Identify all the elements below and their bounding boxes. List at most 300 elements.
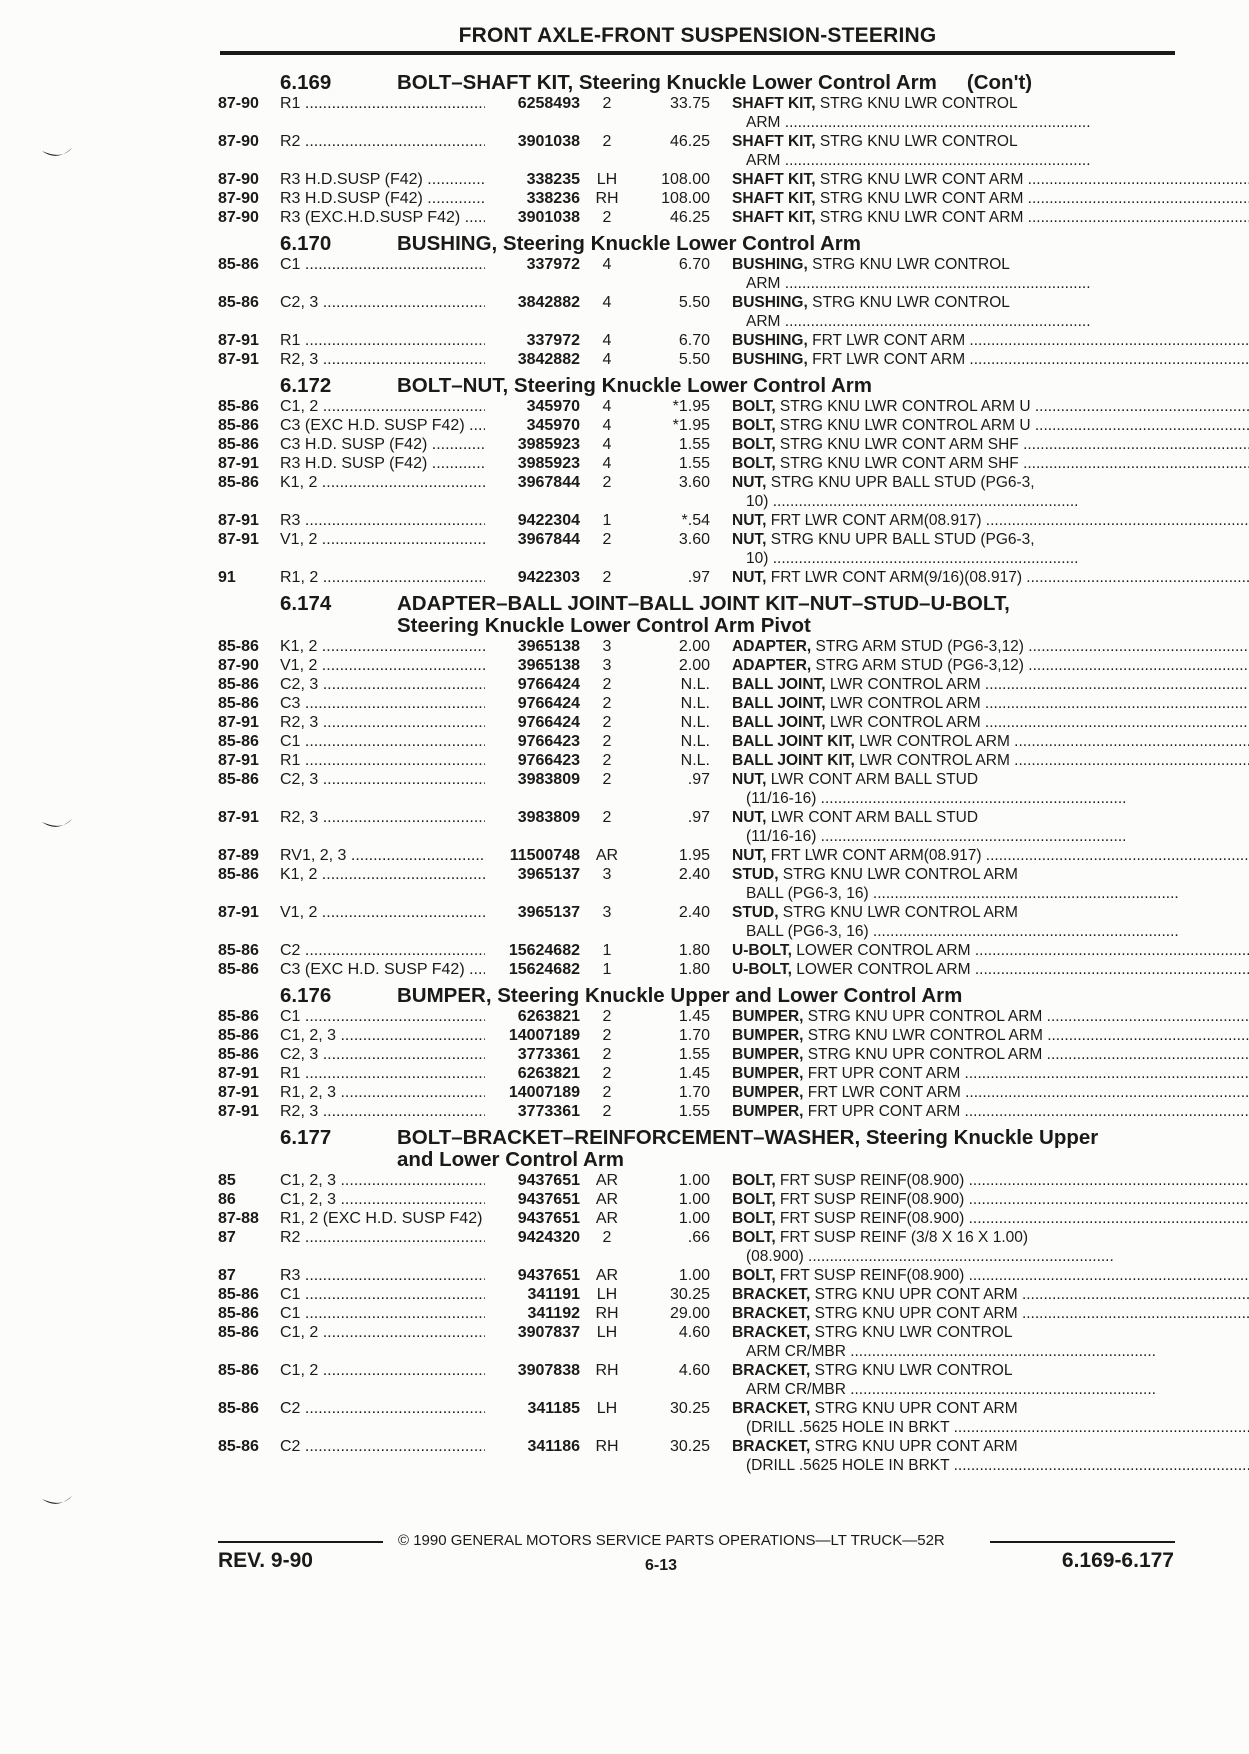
part-name [732,1399,1249,1437]
part-number: 345970 [526,398,580,415]
part-keyword: BUMPER, [732,1027,804,1044]
model-usage: C1 ..... [280,732,485,751]
part-keyword: BOLT, [732,1191,776,1208]
part-description: STRG KNU LWR CONT ARM [815,190,1024,207]
part-name-line [732,903,1179,922]
price: 2.40 [678,904,710,921]
part-number: 9766424 [517,695,580,712]
quantity: AR [595,1191,619,1208]
model-usage: C2 ..... [280,1399,485,1418]
part-name [732,865,1179,903]
model-usage: V1, 2 ..... [280,903,485,922]
section-heading [218,593,1178,637]
part-keyword: BRACKET, [732,1400,811,1417]
price: *1.95 [672,398,710,415]
part-name-line [732,1209,1249,1228]
model-usage: K1, 2 ..... [280,865,485,884]
part-keyword: BUSHING, [732,256,808,273]
price: N.L. [680,733,710,750]
model-years: 85-86 [218,1400,259,1417]
part-number: 3967844 [517,474,580,491]
price: 30.25 [669,1438,710,1455]
section-title-continuation: and Lower Control Arm [397,1148,625,1171]
model-usage: C2, 3 ..... [280,1045,485,1064]
footer-section-range: 6.169-6.177 [1061,1549,1174,1572]
model-usage: C3 H.D. SUSP (F42) ..... [280,435,485,454]
part-row [218,1190,1178,1209]
part-number: 3983809 [517,771,580,788]
part-name [732,1323,1178,1361]
quantity: 2 [602,1084,612,1101]
part-number: 338236 [526,190,580,207]
model-years: 85-86 [218,1008,259,1025]
part-keyword: BOLT, [732,1172,776,1189]
model-usage: C2, 3 ..... [280,675,485,694]
quantity: LH [596,1286,618,1303]
model-years: 87-91 [218,332,259,349]
part-keyword: STUD, [732,866,779,883]
part-name [732,751,1249,770]
model-years: 87-91 [218,809,259,826]
model-usage: C2 ..... [280,1437,485,1456]
part-description: LWR CONTROL ARM [825,676,981,693]
part-description: STRG KNU LWR CONT ARM [815,209,1024,226]
part-description: FRT LWR CONT ARM(9/16)(08.917) [766,569,1022,586]
part-number: 6263821 [517,1065,580,1082]
quantity: 2 [602,1008,612,1025]
part-number: 9437651 [517,1191,580,1208]
part-keyword: BUSHING, [732,351,808,368]
model-usage: R2, 3 ..... [280,808,485,827]
price: .97 [687,771,710,788]
model-usage: R1 ..... [280,94,485,113]
part-row [218,511,1178,530]
quantity: 3 [602,638,612,655]
quantity: RH [595,1305,619,1322]
section-heading [218,1127,1178,1171]
part-name-line [732,208,1249,227]
model-years: 85-86 [218,417,259,434]
footer-rule-right [990,1541,1175,1543]
part-description: STRG KNU UPR BALL STUD (PG6-3, [766,474,1035,491]
part-description-continuation: ARM CR/MBR ..... [732,1342,1178,1361]
model-years: 86 [218,1191,236,1208]
part-name-line [732,1171,1249,1190]
part-row [218,331,1178,350]
part-number: 9766424 [517,676,580,693]
section-number: 6.170 [280,232,332,255]
part-name-line [732,189,1249,208]
part-name [732,454,1249,473]
part-name [732,1171,1249,1190]
part-keyword: NUT, [732,531,767,548]
part-row [218,435,1178,454]
part-name-line [732,1437,1249,1456]
price: 108.00 [661,190,710,207]
model-years: 85-86 [218,1305,259,1322]
part-name [732,1304,1249,1323]
model-years: 87-90 [218,133,259,150]
part-row [218,1361,1178,1399]
part-name [732,435,1249,454]
part-name [732,568,1249,587]
part-number: 3965137 [517,904,580,921]
part-description: STRG KNU LWR CONT ARM SHF [775,455,1019,472]
model-usage: R3 H.D.SUSP (F42) ..... [280,170,485,189]
part-number: 3773361 [517,1103,580,1120]
part-name-line [732,1266,1249,1285]
section-heading [218,985,1178,1007]
model-usage: C1, 2, 3 ..... [280,1171,485,1190]
part-keyword: BOLT, [732,1229,776,1246]
quantity: 3 [602,904,612,921]
model-years: 87-90 [218,190,259,207]
part-name-line [732,170,1249,189]
model-years: 87 [218,1267,236,1284]
part-description: STRG ARM STUD (PG6-3,12) [811,638,1024,655]
price: 6.70 [678,256,710,273]
section-title-continuation: Steering Knuckle Lower Control Arm Pivot [397,614,811,637]
part-name [732,637,1249,656]
part-name-line [732,511,1249,530]
part-name [732,1007,1249,1026]
part-number: 345970 [526,417,580,434]
part-keyword: NUT, [732,474,767,491]
part-keyword: BOLT, [732,1267,776,1284]
model-years: 85-86 [218,638,259,655]
model-years: 87-88 [218,1210,259,1227]
model-years: 85-86 [218,436,259,453]
model-usage: C3 (EXC H.D. SUSP F42) ..... [280,416,485,435]
part-number: 3985923 [517,455,580,472]
part-description-continuation: BALL (PG6-3, 16) ..... [732,884,1179,903]
price: 1.80 [678,961,710,978]
part-number: 9424320 [517,1229,580,1246]
model-years: 87 [218,1229,236,1246]
part-row [218,846,1178,865]
part-description: STRG KNU LWR CONT ARM [815,171,1024,188]
part-row [218,170,1178,189]
part-number: 3907837 [517,1324,580,1341]
model-years: 87-91 [218,752,259,769]
part-name [732,1285,1249,1304]
part-number: 338235 [526,171,580,188]
part-row [218,1007,1178,1026]
model-usage: K1, 2 ..... [280,637,485,656]
part-description: FRT SUSP REINF(08.900) [775,1210,965,1227]
quantity: LH [596,171,618,188]
part-number: 9766423 [517,752,580,769]
part-row [218,208,1178,227]
model-usage: R2 ..... [280,1228,485,1247]
price: 1.70 [678,1084,710,1101]
quantity: 2 [602,1027,612,1044]
part-description-continuation: (11/16-16) ..... [732,827,1178,846]
part-keyword: BOLT, [732,1210,776,1227]
part-keyword: NUT, [732,847,767,864]
part-keyword: NUT, [732,771,767,788]
model-usage: K1, 2 ..... [280,473,485,492]
part-name-line [732,1083,1249,1102]
page-header-title: FRONT AXLE-FRONT SUSPENSION-STEERING [458,24,937,47]
part-row [218,1266,1178,1285]
price: 1.00 [678,1191,710,1208]
part-row [218,255,1178,293]
model-usage: C1, 2 ..... [280,397,485,416]
model-years: 87-91 [218,512,259,529]
part-row [218,770,1178,808]
price: 1.00 [678,1210,710,1227]
part-keyword: BOLT, [732,398,776,415]
part-number: 3965138 [517,657,580,674]
part-number: 6258493 [517,95,580,112]
part-row [218,473,1178,511]
part-row [218,1064,1178,1083]
part-number: 3985923 [517,436,580,453]
price: 1.00 [678,1267,710,1284]
price: 1.55 [678,1103,710,1120]
quantity: LH [596,1324,618,1341]
part-keyword: BUMPER, [732,1084,804,1101]
quantity: 2 [602,1229,612,1246]
price: 1.80 [678,942,710,959]
model-years: 85-86 [218,942,259,959]
section-title-text: BOLT–BRACKET–REINFORCEMENT–WASHER, Steering Knuckle Upper [397,1126,1099,1149]
part-row [218,694,1178,713]
part-description: STRG KNU LWR CONTROL ARM U [775,398,1031,415]
model-years: 85-86 [218,474,259,491]
part-name-line [732,1399,1249,1418]
part-name [732,1190,1249,1209]
part-number: 3965138 [517,638,580,655]
price: .97 [687,569,710,586]
part-description: FRT LWR CONT ARM(08.917) [766,512,982,529]
part-name [732,770,1178,808]
section-title-text: BUMPER, Steering Knuckle Upper and Lower Control Arm [397,984,963,1007]
part-row [218,637,1178,656]
part-description-continuation: ARM CR/MBR ..... [732,1380,1178,1399]
quantity: AR [595,1267,619,1284]
section-number: 6.174 [280,592,332,615]
part-description: FRT SUSP REINF (3/8 X 16 X 1.00) [775,1229,1029,1246]
part-number: 14007189 [508,1084,580,1101]
part-name-line [732,1007,1249,1026]
part-keyword: BUMPER, [732,1008,804,1025]
section-heading [218,233,1178,255]
section-heading [218,375,1178,397]
part-name-line [732,255,1178,274]
price: 3.60 [678,531,710,548]
part-description: FRT SUSP REINF(08.900) [775,1267,965,1284]
part-name [732,1045,1249,1064]
part-name-line [732,331,1249,350]
part-number: 14007189 [508,1027,580,1044]
part-name-line [732,960,1249,979]
part-number: 11500748 [509,847,580,864]
quantity: LH [596,1400,618,1417]
part-name-line [732,694,1249,713]
model-years: 85-86 [218,866,259,883]
part-description: LWR CONT ARM BALL STUD [766,771,979,788]
part-keyword: ADAPTER, [732,638,812,655]
quantity: 4 [602,417,612,434]
part-keyword: U-BOLT, [732,942,792,959]
part-number: 3965137 [517,866,580,883]
model-years: 85-86 [218,398,259,415]
part-name-line [732,1045,1249,1064]
part-name [732,350,1249,369]
part-name-line [732,1228,1178,1247]
part-name [732,675,1249,694]
price: 1.95 [678,847,710,864]
part-name-line [732,454,1249,473]
model-years: 87-91 [218,1065,259,1082]
model-usage: R3 ..... [280,511,485,530]
part-row [218,1045,1178,1064]
part-keyword: BOLT, [732,455,776,472]
part-description: STRG KNU LWR CONTROL ARM U [775,417,1031,434]
part-row [218,1083,1178,1102]
price: 1.55 [678,455,710,472]
part-number: 3901038 [517,209,580,226]
part-description: FRT UPR CONT ARM [803,1065,961,1082]
part-description: FRT LWR CONT ARM(08.917) [766,847,982,864]
part-number: 9437651 [517,1210,580,1227]
quantity: 2 [602,676,612,693]
part-name [732,293,1178,331]
model-years: 87-90 [218,209,259,226]
model-years: 85-86 [218,1046,259,1063]
part-name-line [732,1304,1249,1323]
part-name [732,132,1178,170]
part-name [732,1102,1249,1121]
model-years: 87-91 [218,455,259,472]
part-number: 9437651 [517,1172,580,1189]
part-keyword: BUSHING, [732,294,808,311]
part-number: 3967844 [517,531,580,548]
footer-revision: REV. 9-90 [218,1549,313,1572]
part-row [218,94,1178,132]
quantity: 2 [602,1103,612,1120]
part-name [732,846,1249,865]
model-years: 85-86 [218,1362,259,1379]
part-name-line [732,1285,1249,1304]
part-number: 3842882 [517,351,580,368]
model-years: 87-91 [218,351,259,368]
model-years: 87-91 [218,531,259,548]
part-name [732,941,1249,960]
model-usage: R2, 3 ..... [280,1102,485,1121]
part-name [732,732,1249,751]
model-usage: C3 ..... [280,694,485,713]
price: .97 [687,809,710,826]
model-usage: C1 ..... [280,1285,485,1304]
price: 6.70 [678,332,710,349]
part-row [218,350,1178,369]
part-row [218,865,1178,903]
part-row [218,960,1178,979]
quantity: 2 [602,733,612,750]
model-years: 85-86 [218,733,259,750]
model-years: 87-91 [218,904,259,921]
part-description: STRG KNU LWR CONTROL [815,133,1018,150]
section-title [397,375,1178,397]
part-description: LWR CONTROL ARM [825,695,981,712]
part-row [218,454,1178,473]
model-usage: C1 ..... [280,1304,485,1323]
part-name-line [732,435,1249,454]
model-usage: C2, 3 ..... [280,293,485,312]
quantity: 2 [602,1046,612,1063]
model-usage: R1, 2, 3 ..... [280,1083,485,1102]
model-years: 91 [218,569,236,586]
part-row [218,293,1178,331]
part-name-line [732,350,1249,369]
part-name [732,694,1249,713]
model-usage: R2 ..... [280,132,485,151]
part-name [732,960,1249,979]
quantity: 2 [602,569,612,586]
part-row [218,713,1178,732]
part-number: 15624682 [508,942,580,959]
model-usage: R1, 2 (EXC H.D. SUSP F42) ..... [280,1209,485,1228]
part-keyword: BUSHING, [732,332,808,349]
quantity: 3 [602,866,612,883]
quantity: RH [595,190,619,207]
part-description-continuation: ARM ..... [732,312,1178,331]
model-usage: R3 ..... [280,1266,485,1285]
part-name-line [732,397,1249,416]
part-keyword: NUT, [732,809,767,826]
model-years: 87-91 [218,1103,259,1120]
part-name-line [732,675,1249,694]
quantity: AR [595,1210,619,1227]
part-name [732,416,1249,435]
part-name-line [732,473,1178,492]
section-number: 6.172 [280,374,332,397]
model-usage: C1, 2 ..... [280,1361,485,1380]
part-name-line [732,1026,1249,1045]
part-keyword: BUMPER, [732,1103,804,1120]
price: 30.25 [669,1400,710,1417]
model-years: 85-86 [218,695,259,712]
part-name-line [732,416,1249,435]
part-description: STRG KNU LWR CONTROL ARM [778,904,1018,921]
part-name-line [732,132,1178,151]
model-usage: C1, 2, 3 ..... [280,1190,485,1209]
section-title-text: BOLT–SHAFT KIT, Steering Knuckle Lower Control Arm [397,71,937,94]
model-years: 87-91 [218,714,259,731]
quantity: 4 [602,332,612,349]
price: 33.75 [669,95,710,112]
footer-rule-left [218,1541,383,1543]
part-row [218,132,1178,170]
part-row [218,1171,1178,1190]
part-keyword: SHAFT KIT, [732,209,816,226]
part-number: 337972 [526,332,580,349]
price: 2.00 [678,638,710,655]
quantity: RH [595,1362,619,1379]
quantity: 1 [602,942,612,959]
section-number: 6.169 [280,71,332,94]
model-years: 85-86 [218,771,259,788]
model-years: 85-86 [218,1286,259,1303]
part-description: LWR CONTROL ARM [854,733,1010,750]
part-name [732,255,1178,293]
quantity: 4 [602,351,612,368]
part-row [218,1399,1178,1437]
part-row [218,416,1178,435]
